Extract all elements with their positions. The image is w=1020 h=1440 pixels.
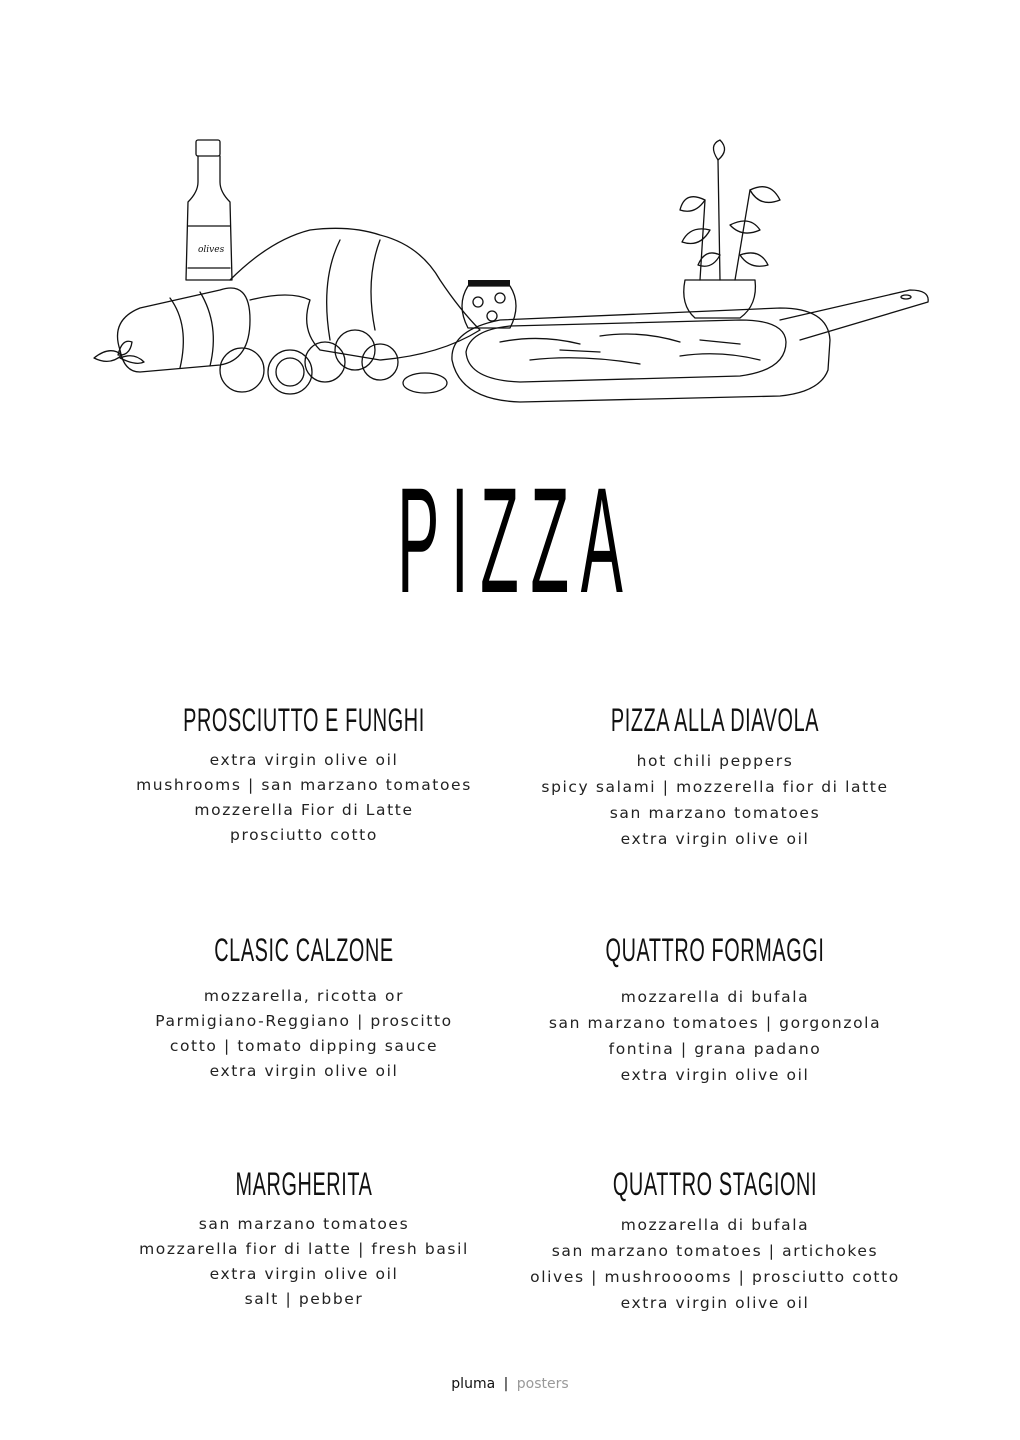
ingredient-line: mushrooms | san marzano tomatoes bbox=[136, 776, 472, 794]
ingredient-line: prosciutto cotto bbox=[230, 826, 378, 844]
menu-item-name: CLASIC CALZONE bbox=[214, 932, 394, 968]
ingredient-line: mozzarella fior di latte | fresh basil bbox=[139, 1240, 469, 1258]
food-illustration bbox=[80, 130, 950, 420]
menu-item bbox=[505, 1166, 925, 1316]
ingredient-line: mozzarella, ricotta or bbox=[203, 987, 405, 1005]
menu-item bbox=[505, 932, 925, 1088]
basil-plant-icon bbox=[680, 140, 780, 318]
footer-separator: | bbox=[503, 1376, 509, 1392]
ingredient-line: extra virgin olive oil bbox=[620, 1066, 810, 1084]
ingredient-line: san marzano tomatoes | artichokes bbox=[551, 1242, 879, 1260]
ingredient-line: salt | pebber bbox=[244, 1290, 364, 1308]
menu-item bbox=[94, 1166, 514, 1312]
menu-item-name: PIZZA ALLA DIAVOLA bbox=[610, 702, 820, 738]
ingredient-line: extra virgin olive oil bbox=[209, 1265, 399, 1283]
ingredient-line: mozzarella di bufala bbox=[620, 1216, 810, 1234]
ingredient-line: olives | mushrooooms | prosciutto cotto bbox=[530, 1268, 900, 1286]
footer bbox=[0, 1376, 1020, 1392]
ingredient-line: san marzano tomatoes bbox=[198, 1215, 410, 1233]
ingredient-line: hot chili peppers bbox=[636, 752, 794, 770]
ingredient-line: extra virgin olive oil bbox=[209, 1062, 399, 1080]
menu-item bbox=[505, 702, 925, 852]
menu-item-name: MARGHERITA bbox=[235, 1166, 373, 1202]
ingredient-line: Parmigiano-Reggiano | proscitto bbox=[155, 1012, 453, 1030]
footer-brand: pluma bbox=[451, 1376, 496, 1392]
mozzarella-icon bbox=[94, 288, 250, 372]
tomatoes-icon bbox=[220, 330, 447, 394]
ingredient-line: san marzano tomatoes bbox=[609, 804, 821, 822]
illustration-svg bbox=[80, 130, 950, 420]
ingredient-line: extra virgin olive oil bbox=[620, 1294, 810, 1312]
ingredient-line: san marzano tomatoes | gorgonzola bbox=[548, 1014, 882, 1032]
ingredient-line: mozzarella di bufala bbox=[620, 988, 810, 1006]
menu-item-name: PROSCIUTTO E FUNGHI bbox=[183, 702, 425, 738]
olive-jar-icon bbox=[462, 280, 516, 328]
ingredient-line: mozzerella Fior di Latte bbox=[194, 801, 414, 819]
ingredient-line: extra virgin olive oil bbox=[620, 830, 810, 848]
menu-item-name: QUATTRO STAGIONI bbox=[612, 1166, 818, 1202]
footer-sub: posters bbox=[516, 1376, 569, 1392]
ingredient-line: spicy salami | mozzerella fior di latte bbox=[541, 778, 889, 796]
ingredient-line: cotto | tomato dipping sauce bbox=[169, 1037, 439, 1055]
olive-oil-bottle-icon bbox=[186, 140, 232, 280]
ingredient-line: fontina | grana padano bbox=[608, 1040, 822, 1058]
ingredient-line: extra virgin olive oil bbox=[209, 751, 399, 769]
menu-item bbox=[94, 932, 514, 1084]
menu-item-name: QUATTRO FORMAGGI bbox=[605, 932, 825, 968]
page-title: PIZZA bbox=[397, 456, 635, 624]
menu-item bbox=[94, 702, 514, 848]
pizza-peel-icon bbox=[452, 290, 928, 402]
svg-text:olives: olives bbox=[198, 245, 225, 255]
flour-sack-icon bbox=[230, 228, 480, 360]
